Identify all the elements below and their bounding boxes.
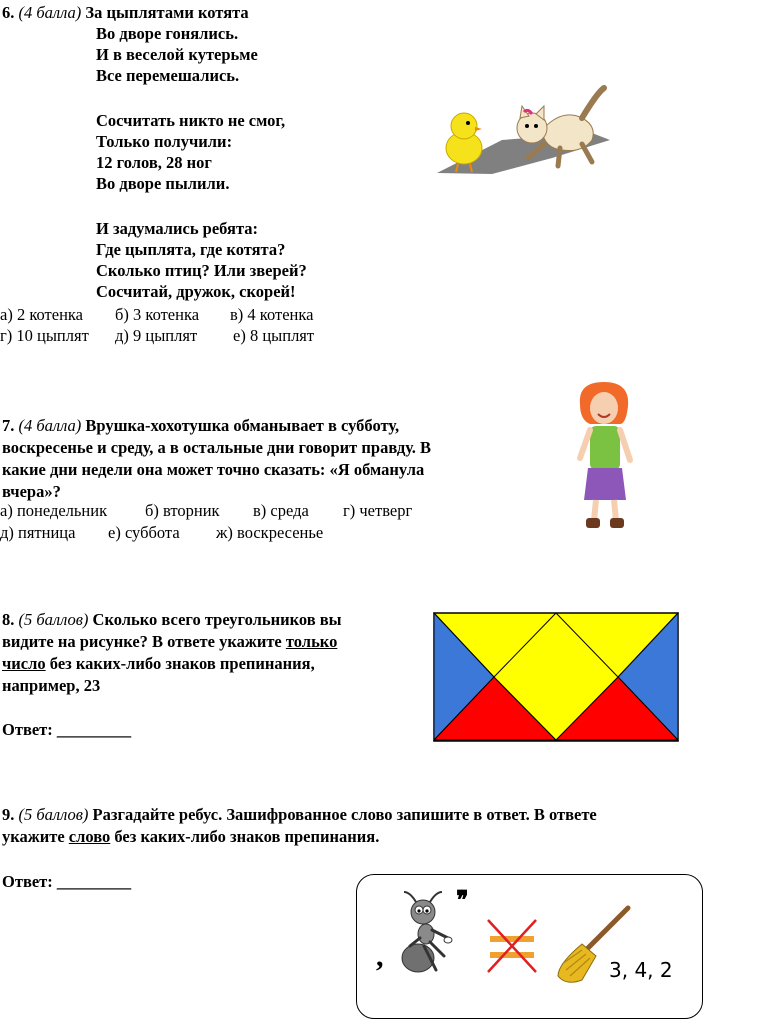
q9-text-line xyxy=(2,826,379,847)
q7-option[interactable]: в) среда xyxy=(253,501,309,520)
q8-text: видите на рисунке? В ответе укажите xyxy=(2,632,286,651)
q9-text: Разгадайте ребус. Зашифрованное слово запишите в ответ. В ответе xyxy=(92,805,597,824)
q6-points: (4 балла) xyxy=(18,3,82,22)
q8-text-line xyxy=(2,631,337,652)
q6-option[interactable]: б) 3 котенка xyxy=(115,305,200,324)
q6-poem-line: Где цыплята, где котята? xyxy=(96,240,286,259)
q7-option[interactable]: д) пятница xyxy=(0,523,76,542)
q7-option[interactable]: а) понедельник xyxy=(0,501,108,520)
q6-poem-line: Сосчитать никто не смог, xyxy=(96,111,286,130)
q6-poem-line: Во дворе гонялись. xyxy=(96,24,239,43)
rebus-quote-marks: ❜❜ xyxy=(456,886,465,915)
kitten-icon xyxy=(517,88,604,166)
q7-text: Врушка-хохотушка обманывает в субботу, xyxy=(85,416,400,435)
q9-text: без каких-либо знаков препинания. xyxy=(110,827,380,846)
q8-text-line: например, 23 xyxy=(2,676,101,695)
q6-options-row xyxy=(0,325,314,346)
q6-poem-line: Все перемешались. xyxy=(96,66,240,85)
q8-number: 8. xyxy=(2,610,15,629)
q9-text: укажите xyxy=(2,827,69,846)
q9-answer-field[interactable]: Ответ: _________ xyxy=(2,872,132,891)
q8-text-line xyxy=(2,653,315,674)
q7-text-line: вчера»? xyxy=(2,482,61,501)
equals-bar xyxy=(490,936,534,942)
q6-poem-line: Сколько птиц? Или зверей? xyxy=(96,261,307,280)
q8-text: Сколько всего треугольников вы xyxy=(92,610,342,629)
q7-text-line xyxy=(2,415,399,436)
q7-points: (4 балла) xyxy=(18,416,82,435)
q6-poem-line: Во дворе пылили. xyxy=(96,174,230,193)
q7-option[interactable]: е) суббота xyxy=(108,523,180,542)
q6-poem-line: И задумались ребята: xyxy=(96,219,258,238)
q6-poem-line: Сосчитай, дружок, скорей! xyxy=(96,282,296,301)
q8-text: без каких-либо знаков препинания, xyxy=(45,654,315,673)
chick-and-kitten-illustration xyxy=(432,78,612,180)
q7-option[interactable]: ж) воскресенье xyxy=(216,523,324,542)
q7-option[interactable]: б) вторник xyxy=(145,501,220,520)
q6-poem-line: 12 голов, 28 ног xyxy=(96,153,212,172)
q7-text-line: воскресенье и среду, а в остальные дни говорит правду. В xyxy=(2,438,432,457)
q9-points: (5 баллов) xyxy=(18,805,89,824)
q8-text-line xyxy=(2,609,342,630)
girl-icon xyxy=(580,382,630,528)
q9-number: 9. xyxy=(2,805,15,824)
q9-text-line xyxy=(2,804,597,825)
q7-text-line: какие дни недели она может точно сказать: «Я обманула xyxy=(2,460,425,479)
q8-points: (5 баллов) xyxy=(18,610,89,629)
crossed-equals-sign xyxy=(484,916,540,976)
q6-first-line xyxy=(2,2,249,23)
q6-poem-line: За цыплятами котята xyxy=(85,3,249,22)
rebus-comma: , xyxy=(376,940,384,973)
q7-option[interactable]: г) четверг xyxy=(343,501,413,520)
q7-number: 7. xyxy=(2,416,15,435)
ant-icon xyxy=(402,892,452,972)
q8-underlined-text: только xyxy=(285,632,338,651)
q6-option[interactable]: в) 4 котенка xyxy=(230,305,314,324)
q6-poem-line: И в веселой кутерьме xyxy=(96,45,258,64)
q7-options-row xyxy=(0,522,323,543)
girl-illustration xyxy=(574,380,636,536)
q6-option[interactable]: д) 9 цыплят xyxy=(115,326,198,345)
q6-option[interactable]: а) 2 котенка xyxy=(0,305,83,324)
rebus-digits: 3, 4, 2 xyxy=(609,958,673,982)
q6-poem-line: Только получили: xyxy=(96,132,233,151)
q6-options-row xyxy=(0,304,313,325)
q6-number: 6. xyxy=(2,3,15,22)
q9-underlined-text: слово xyxy=(68,827,111,846)
q7-options-row xyxy=(0,500,412,521)
q8-answer-field[interactable]: Ответ: _________ xyxy=(2,720,132,739)
equals-bar xyxy=(490,952,534,958)
q8-underlined-text: число xyxy=(2,654,46,673)
q6-option[interactable]: е) 8 цыплят xyxy=(233,326,315,345)
triangles-figure xyxy=(433,612,679,742)
q6-option[interactable]: г) 10 цыплят xyxy=(0,326,89,345)
